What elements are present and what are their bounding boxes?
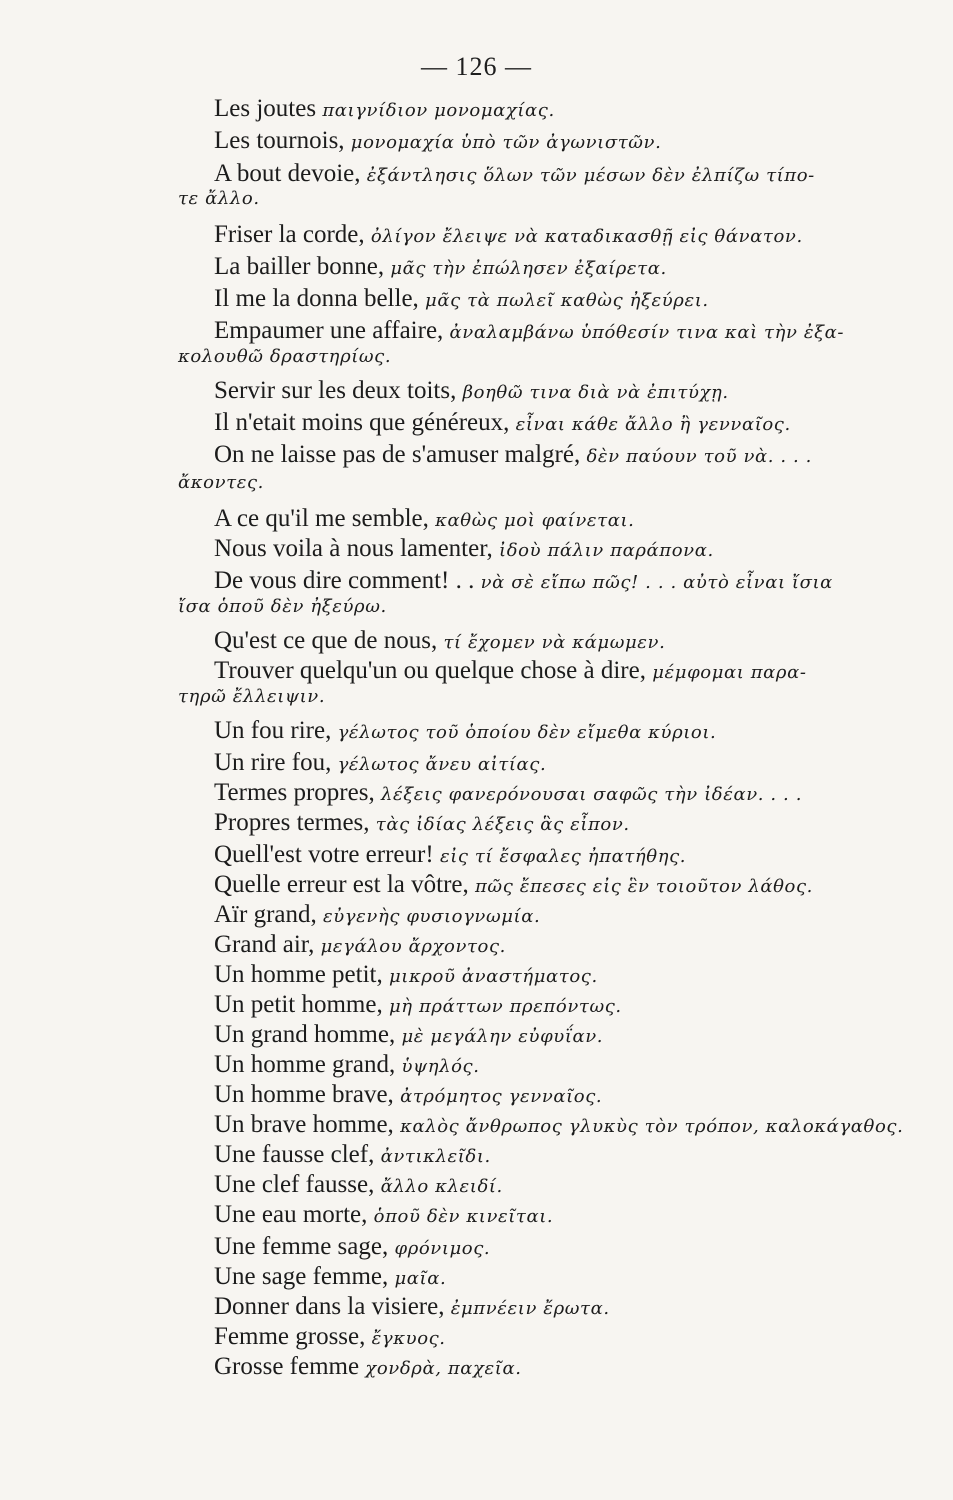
vocab-line [178, 190, 260, 208]
vocab-line [214, 254, 667, 279]
french-phrase: Un homme grand, [214, 1051, 402, 1078]
french-phrase: A bout devoie, [214, 160, 367, 187]
vocab-line [214, 96, 555, 121]
greek-translation: ἐξάντλησις ὅλων τῶν μέσων δὲν ἐλπίζω τίπο- [366, 165, 815, 186]
vocab-line [214, 842, 686, 867]
vocab-line [214, 442, 812, 467]
french-phrase: Propres termes, [214, 809, 376, 836]
vocab-line [214, 658, 807, 683]
greek-translation: καλὸς ἄνθρωπος γλυκὺς τὸν τρόπον, καλοκάγαθος. [400, 1116, 904, 1137]
vocab-line [214, 718, 716, 743]
vocab-line [214, 992, 622, 1017]
vocab-line [214, 750, 546, 775]
french-phrase: Une clef fausse, [214, 1171, 381, 1198]
greek-translation: μᾶς τὴν ἐπώλησεν ἐξαίρετα. [390, 258, 667, 279]
vocab-line [214, 1264, 446, 1289]
vocab-line [214, 568, 833, 593]
french-phrase: Un brave homme, [214, 1111, 401, 1138]
vocab-line [214, 902, 540, 927]
french-phrase: Un homme petit, [214, 961, 389, 988]
greek-translation: μονομαχία ὑπὸ τῶν ἀγωνιστῶν. [350, 132, 662, 153]
vocab-line [214, 1234, 490, 1259]
greek-translation: μέμφομαι παρα- [652, 662, 807, 683]
vocab-line [214, 780, 802, 805]
vocab-line [214, 161, 815, 186]
vocab-line [178, 348, 391, 366]
french-phrase: Quelle erreur est la vôtre, [214, 871, 475, 898]
greek-translation: δὲν παύουν τοῦ νὰ. . . . [586, 446, 812, 467]
greek-translation: εἶναι κάθε ἄλλο ἢ γενναῖος. [515, 414, 791, 435]
greek-translation: λέξεις φανερόνουσαι σαφῶς τὴν ἰδέαν. . . . [380, 784, 803, 805]
french-phrase: Un rire fou, [214, 749, 338, 776]
french-phrase: Une eau morte, [214, 1201, 374, 1228]
vocab-line [214, 810, 630, 835]
vocab-line [214, 1112, 903, 1137]
vocab-line [214, 286, 709, 311]
greek-translation: παιγνίδιον μονομαχίας. [322, 100, 555, 121]
vocab-line [214, 378, 729, 403]
greek-translation: εἰς τί ἔσφαλες ἠπατήθης. [439, 846, 687, 867]
french-phrase: De vous dire comment! . . [214, 567, 481, 594]
french-phrase: Une sage femme, [214, 1263, 395, 1290]
greek-translation: βοηθῶ τινα διὰ νὰ ἐπιτύχῃ. [462, 382, 729, 403]
vocab-line [214, 1052, 480, 1077]
greek-translation: τὰς ἰδίας λέξεις ἃς εἶπον. [375, 814, 630, 835]
greek-translation: μικροῦ ἀναστήματος. [388, 966, 598, 987]
page-number: — 126 — [421, 52, 532, 81]
french-phrase: Termes propres, [214, 779, 381, 806]
vocab-line [178, 474, 264, 492]
greek-translation: φρόνιμος. [394, 1238, 491, 1259]
vocab-line [214, 1082, 602, 1107]
vocab-line [214, 222, 803, 247]
greek-translation: ἄκοντες. [178, 472, 264, 493]
vocab-line [214, 410, 791, 435]
vocab-line [214, 1324, 446, 1349]
french-phrase: Il n'etait moins que généreux, [214, 409, 516, 436]
greek-translation: ἐμπνέειν ἔρωτα. [450, 1298, 610, 1319]
french-phrase: Grosse femme [214, 1353, 366, 1380]
vocab-line [178, 688, 325, 706]
french-phrase: Un fou rire, [214, 717, 338, 744]
french-phrase: Aïr grand, [214, 901, 323, 928]
vocab-line [214, 1294, 610, 1319]
greek-translation: μᾶς τὰ πωλεῖ καθὼς ἠξεύρει. [425, 290, 709, 311]
french-phrase: Donner dans la visiere, [214, 1293, 451, 1320]
vocab-line [214, 1142, 491, 1167]
french-phrase: Qu'est ce que de nous, [214, 627, 444, 654]
vocab-line [178, 598, 387, 616]
greek-translation: ἀναλαμβάνω ὑπόθεσίν τινα καὶ τὴν ἐξα- [449, 322, 845, 343]
vocab-line [214, 128, 661, 153]
greek-translation: πῶς ἔπεσες εἰς ἓν τοιοῦτον λάθος. [475, 876, 813, 897]
greek-translation: τί ἔχομεν νὰ κάμωμεν. [443, 632, 666, 653]
greek-translation: ὑψηλός. [401, 1056, 480, 1077]
greek-translation: μαῖα. [394, 1268, 447, 1289]
french-phrase: Les tournois, [214, 127, 351, 154]
french-phrase: A ce qu'il me semble, [214, 505, 436, 532]
greek-translation: ἄλλο κλειδί. [380, 1176, 503, 1197]
vocab-line [214, 872, 813, 897]
vocab-line [214, 536, 714, 561]
french-phrase: Servir sur les deux toits, [214, 377, 463, 404]
french-phrase: Un homme brave, [214, 1081, 401, 1108]
greek-translation: νὰ σὲ εἴπω πῶς! . . . αὐτὸ εἶναι ἴσια [480, 572, 833, 593]
greek-translation: κολουθῶ δραστηρίως. [178, 346, 392, 367]
french-phrase: Friser la corde, [214, 221, 371, 248]
vocab-line [214, 506, 634, 531]
greek-translation: καθὼς μοὶ φαίνεται. [435, 510, 635, 531]
greek-translation: μὴ πράττων πρεπόντως. [388, 996, 622, 1017]
vocab-line [214, 1022, 603, 1047]
french-phrase: Un grand homme, [214, 1021, 402, 1048]
greek-translation: ἔγκυος. [371, 1328, 446, 1349]
french-phrase: Empaumer une affaire, [214, 317, 450, 344]
french-phrase: Les joutes [214, 95, 323, 122]
french-phrase: Grand air, [214, 931, 321, 958]
greek-translation: ἀντικλεῖδι. [380, 1146, 491, 1167]
greek-translation: ὀλίγον ἔλειψε νὰ καταδικασθῇ εἰς θάνατον. [370, 226, 803, 247]
greek-translation: γέλωτος τοῦ ὁποίου δὲν εἴμεθα κύριοι. [337, 722, 717, 743]
french-phrase: Un petit homme, [214, 991, 389, 1018]
vocab-line [214, 628, 665, 653]
french-phrase: Une fausse clef, [214, 1141, 381, 1168]
greek-translation: μὲ μεγάλην εὐφυΐαν. [401, 1026, 604, 1047]
french-phrase: On ne laisse pas de s'amuser malgré, [214, 441, 587, 468]
vocab-line [214, 962, 598, 987]
greek-translation: τε ἄλλο. [178, 188, 260, 209]
french-phrase: Il me la donna belle, [214, 285, 426, 312]
greek-translation: χονδρὰ, παχεῖα. [365, 1358, 522, 1379]
greek-translation: ἀτρόμητος γενναῖος. [400, 1086, 603, 1107]
greek-translation: γέλωτος ἄνευ αἰτίας. [337, 754, 547, 775]
greek-translation: εὐγενὴς φυσιογνωμία. [323, 906, 541, 927]
greek-translation: μεγάλου ἄρχοντος. [320, 936, 506, 957]
french-phrase: Nous voila à nous lamenter, [214, 535, 500, 562]
greek-translation: ὁποῦ δὲν κινεῖται. [373, 1206, 554, 1227]
vocab-line [214, 1172, 503, 1197]
french-phrase: Une femme sage, [214, 1233, 395, 1260]
greek-translation: ἰδοὺ πάλιν παράπονα. [499, 540, 714, 561]
french-phrase: Trouver quelqu'un ou quelque chose à dire, [214, 657, 653, 684]
vocab-line [214, 932, 506, 957]
french-phrase: Quell'est votre erreur! [214, 841, 440, 868]
greek-translation: τηρῶ ἔλλειψιν. [178, 686, 326, 707]
vocab-line [214, 318, 844, 343]
french-phrase: Femme grosse, [214, 1323, 372, 1350]
greek-translation: ἴσα ὁποῦ δὲν ἠξεύρω. [178, 596, 387, 617]
french-phrase: La bailler bonne, [214, 253, 391, 280]
vocab-line [214, 1354, 522, 1379]
vocab-line [214, 1202, 553, 1227]
